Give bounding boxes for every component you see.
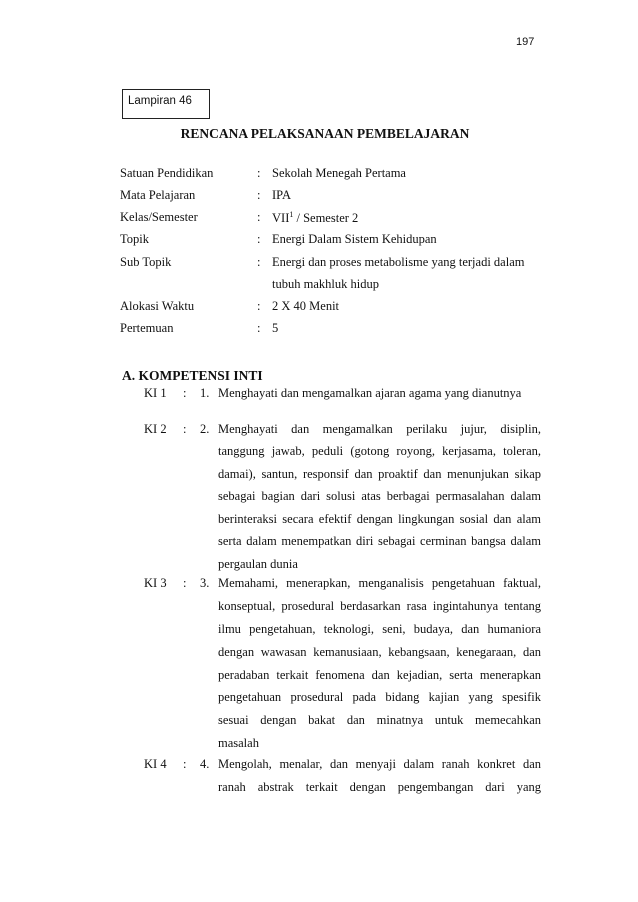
ki-label: KI 2 xyxy=(144,422,167,436)
ki-text-line: sesuai dengan bakat dan minatnya untuk memecahkan xyxy=(218,713,541,727)
page-number: 197 xyxy=(516,36,535,48)
identity-value-mapel: IPA xyxy=(272,188,291,202)
ki-label: KI 3 xyxy=(144,576,167,590)
ki-text-line: pergaulan dunia xyxy=(218,557,298,571)
identity-value-pertemuan: 5 xyxy=(272,321,279,335)
ki-text-line: ilmu pengetahuan, teknologi, seni, budaya, dan humaniora xyxy=(218,622,541,636)
identity-colon: : xyxy=(257,188,261,202)
ki-label: KI 4 xyxy=(144,757,167,771)
lampiran-label-box: Lampiran 46 xyxy=(122,89,210,119)
identity-colon: : xyxy=(257,210,261,224)
identity-value-alokasi: 2 X 40 Menit xyxy=(272,299,340,313)
ki-number: 3. xyxy=(200,576,210,590)
document-title: RENCANA PELAKSANAAN PEMBELAJARAN xyxy=(180,126,470,141)
identity-colon: : xyxy=(257,166,261,180)
identity-value-satuan: Sekolah Menegah Pertama xyxy=(272,166,406,180)
identity-label-mapel: Mata Pelajaran xyxy=(120,188,196,202)
identity-label-topik: Topik xyxy=(120,232,149,246)
identity-label-alokasi: Alokasi Waktu xyxy=(120,299,195,313)
identity-colon: : xyxy=(257,232,261,246)
ki-colon: : xyxy=(183,576,187,590)
identity-value-subtopik-line2: tubuh makhluk hidup xyxy=(272,277,379,291)
identity-label-kelas: Kelas/Semester xyxy=(120,210,198,224)
ki-text-line: serta dalam menempatkan diri sebagai cerminan bangsa dalam xyxy=(218,534,541,548)
ki-text-line: dengan wawasan kemanusiaan, kebangsaan, kenegaraan, dan xyxy=(218,645,541,659)
section-heading-kompetensi-inti: A. KOMPETENSI INTI xyxy=(122,368,263,383)
ki-text-line: sebagai bagian dari solusi atas berbagai permasalahan dalam xyxy=(218,489,541,503)
identity-label-pertemuan: Pertemuan xyxy=(120,321,174,335)
ki-text-line: tanggung jawab, peduli (gotong royong, kerjasama, toleran, xyxy=(218,444,541,458)
ki-text-line: ranah abstrak terkait dengan pengembangan dari yang xyxy=(218,780,541,794)
identity-value-topik: Energi Dalam Sistem Kehidupan xyxy=(272,232,437,246)
ki-number: 1. xyxy=(200,386,210,400)
identity-value-kelas: VII$^1$ / Semester 2 xyxy=(272,210,359,226)
ki-text-line: pengetahuan prosedural pada bidang kajian yang spesifik xyxy=(218,690,541,704)
identity-colon: : xyxy=(257,299,261,313)
ki-text-line: damai), santun, responsif dan proaktif dan menunjukan sikap xyxy=(218,467,541,481)
ki-number: 4. xyxy=(200,757,210,771)
ki-colon: : xyxy=(183,422,187,436)
identity-label-satuan: Satuan Pendidikan xyxy=(120,166,214,180)
ki-text-line: Menghayati dan mengamalkan perilaku jujur, disiplin, xyxy=(218,422,541,436)
ki-colon: : xyxy=(183,757,187,771)
ki-text-line: masalah xyxy=(218,736,259,750)
ki-text-line: Menghayati dan mengamalkan ajaran agama yang dianutnya xyxy=(218,386,522,400)
ki-colon: : xyxy=(183,386,187,400)
ki-label: KI 1 xyxy=(144,386,167,400)
identity-value-subtopik: Energi dan proses metabolisme yang terjadi dalam xyxy=(272,255,525,269)
identity-colon: : xyxy=(257,255,261,269)
identity-colon: : xyxy=(257,321,261,335)
ki-text-line: berinteraksi secara efektif dengan lingkungan sosial dan alam xyxy=(218,512,541,526)
ki-text-line: Mengolah, menalar, dan menyaji dalam ranah konkret dan xyxy=(218,757,541,771)
ki-text-line: Memahami, menerapkan, menganalisis pengetahuan faktual, xyxy=(218,576,541,590)
ki-text-line: peradaban terkait fenomena dan kejadian, serta menerapkan xyxy=(218,668,541,682)
ki-text-line: konseptual, prosedural berdasarkan rasa ingintahunya tentang xyxy=(218,599,541,613)
ki-number: 2. xyxy=(200,422,210,436)
identity-label-subtopik: Sub Topik xyxy=(120,255,172,269)
